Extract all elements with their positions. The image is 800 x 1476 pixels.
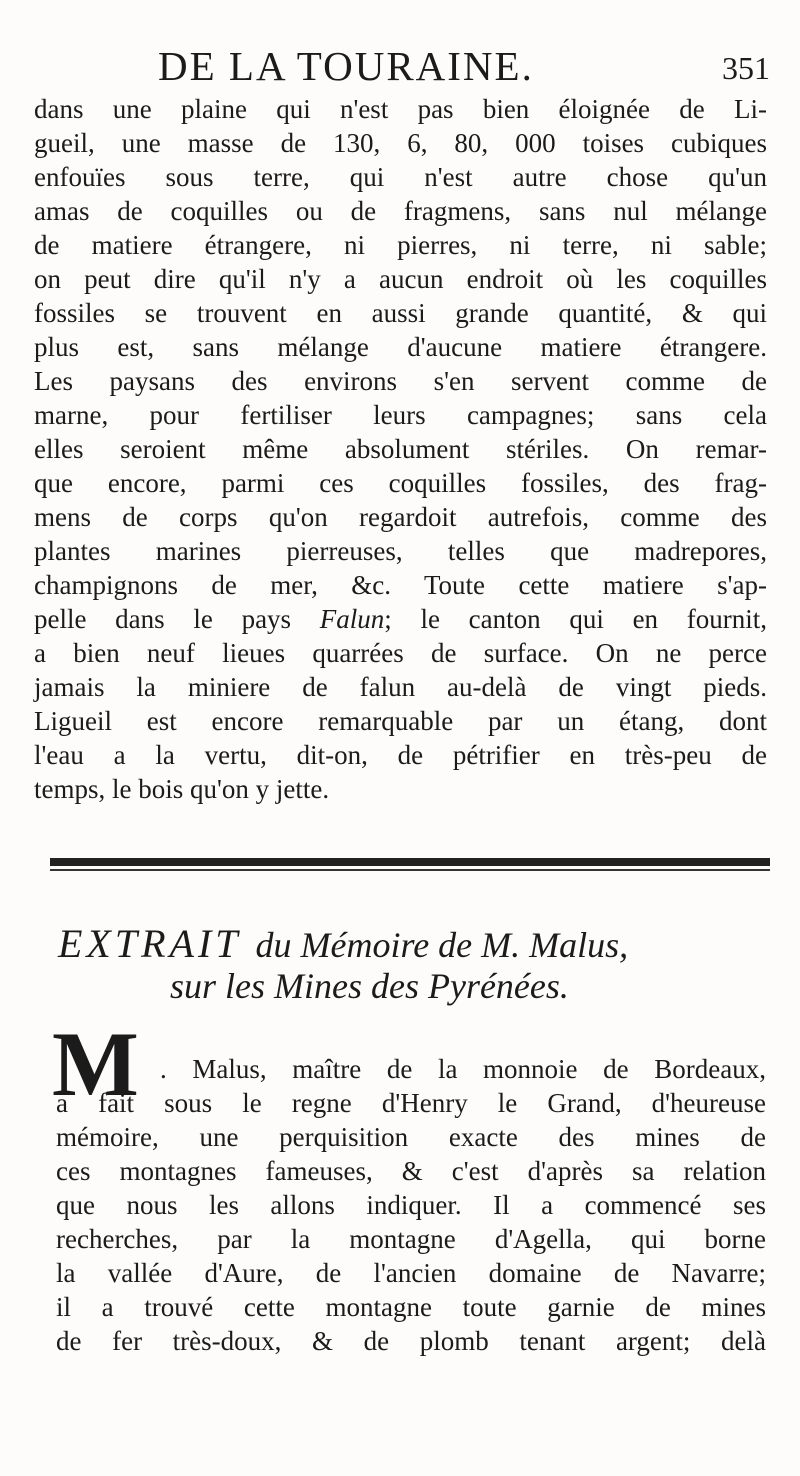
text-line: enfouïes sous terre, qui n'est autre chose qu'un	[34, 162, 767, 192]
drop-cap: M	[52, 1013, 139, 1115]
text-line: amas de coquilles ou de fragmens, sans nul mélange	[34, 196, 767, 226]
text-line: Ligueil est encore remarquable par un étang, dont	[34, 706, 767, 736]
text-line: elles seroient même absolument stériles. On remar-	[34, 434, 767, 464]
extract-title	[58, 922, 770, 967]
divider-thick-rule	[50, 858, 770, 866]
text-line: plantes marines pierreuses, telles que madrepores,	[34, 536, 767, 566]
text-line: marne, pour fertiliser leurs campagnes; sans cela	[34, 400, 767, 430]
italic-term: Falun	[319, 604, 385, 634]
text-line: gueil, une masse de 130, 6, 80, 000 toises cubiques	[34, 128, 767, 158]
text-line-falun	[34, 602, 767, 636]
text-line: l'eau a la vertu, dit-on, de pétrifier en très-peu de	[34, 740, 767, 770]
section-divider	[50, 858, 770, 872]
text-span: ; le canton qui en fournit,	[384, 604, 767, 634]
text-line: a bien neuf lieues quarrées de surface. On ne perce	[34, 638, 767, 668]
text-line: fossiles se trouvent en aussi grande quantité, & qui	[34, 298, 767, 328]
text-line: . Malus, maître de la monnoie de Bordeaux,	[160, 1054, 766, 1084]
text-line: ces montagnes fameuses, & c'est d'après sa relation	[56, 1156, 766, 1186]
page-number: 351	[722, 50, 770, 86]
text-line: recherches, par la montagne d'Agella, qui borne	[56, 1224, 766, 1254]
text-line: a fait sous le regne d'Henry le Grand, d'heureuse	[56, 1088, 766, 1118]
divider-thin-rule	[50, 869, 770, 871]
text-line: on peut dire qu'il n'y a aucun endroit où les coquilles	[34, 264, 767, 294]
text-span: pelle dans le pays	[34, 604, 292, 634]
text-line: mémoire, une perquisition exacte des mines de	[56, 1122, 766, 1152]
running-title: DE LA TOURAINE.	[158, 43, 534, 89]
text-line: il a trouvé cette montagne toute garnie de mines	[56, 1292, 766, 1322]
text-line: plus est, sans mélange d'aucune matiere étrangere.	[34, 332, 767, 362]
text-line: que nous les allons indiquer. Il a commencé ses	[56, 1190, 766, 1220]
text-line: de matiere étrangere, ni pierres, ni terre, ni sable;	[34, 230, 767, 260]
running-head	[150, 32, 770, 92]
extract-title-rest: du Mémoire de M. Malus,	[255, 925, 629, 965]
text-line: dans une plaine qui n'est pas bien éloignée de Li-	[34, 94, 767, 124]
text-line: jamais la miniere de falun au-delà de vingt pieds.	[34, 672, 767, 702]
extract-title-word: EXTRAIT	[58, 921, 242, 966]
text-line: mens de corps qu'on regardoit autrefois, comme des	[34, 502, 767, 532]
text-line: temps, le bois qu'on y jette.	[34, 774, 330, 804]
text-line: Les paysans des environs s'en servent comme de	[34, 366, 767, 396]
extract-subtitle: sur les Mines des Pyrénées.	[170, 966, 569, 1006]
text-line: de fer très-doux, & de plomb tenant argent; delà	[56, 1326, 766, 1356]
text-line: que encore, parmi ces coquilles fossiles, des frag-	[34, 468, 767, 498]
text-line: champignons de mer, &c. Toute cette matiere s'ap-	[34, 570, 767, 600]
text-line: la vallée d'Aure, de l'ancien domaine de Navarre;	[56, 1258, 766, 1288]
